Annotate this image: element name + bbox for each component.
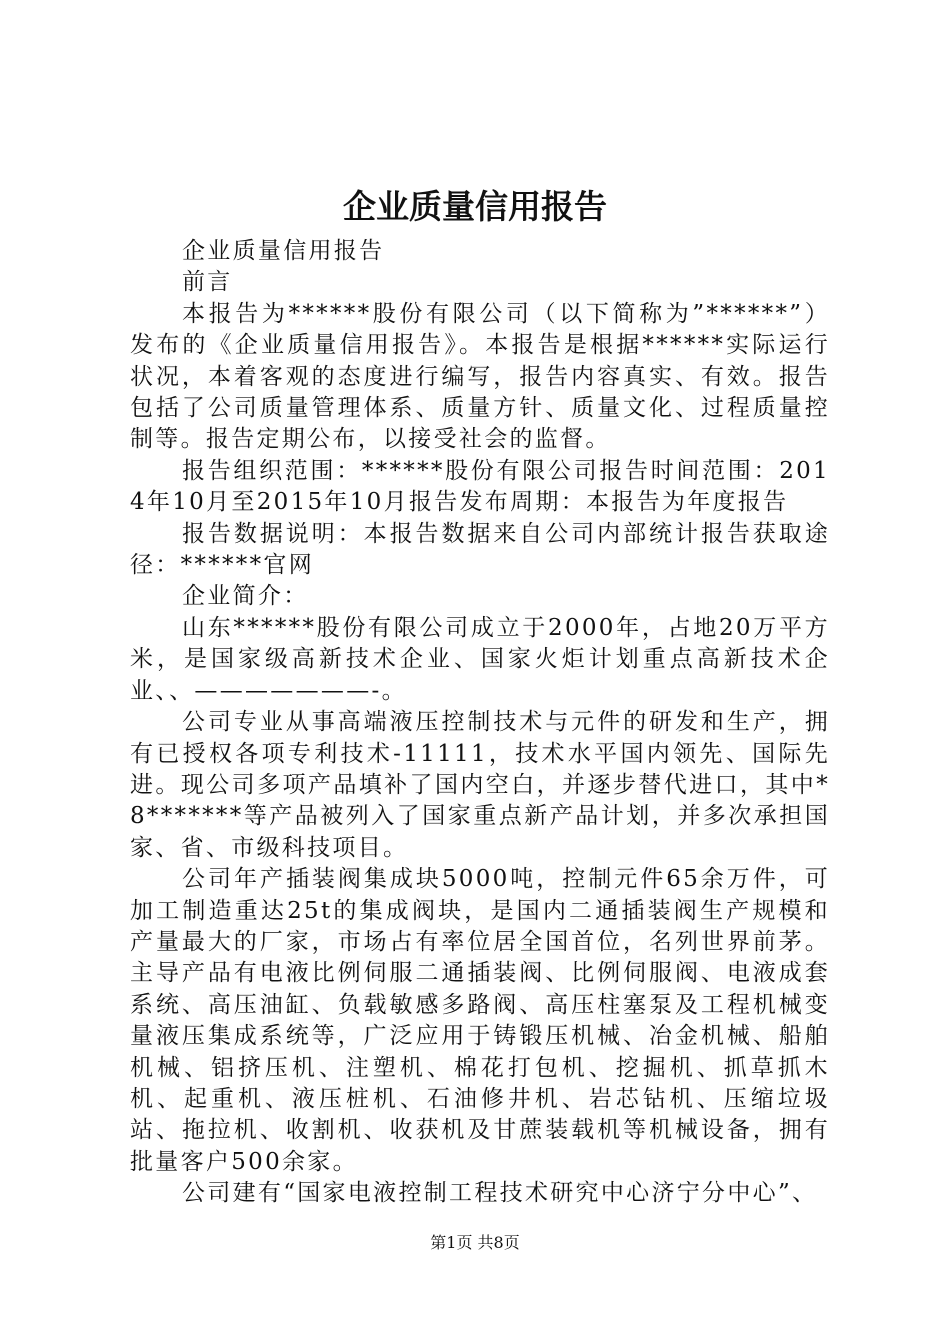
preface-heading: 前言 <box>182 269 233 296</box>
preface-paragraph: 本报告为******股份有限公司（以下简称为”******”）发布的《企业质量信用报告》。本报告是根据******实际运行状况，本着客观的态度进行编写，报告内容真实、有效。报告包括了公司质量管理体系、质量方针、质量文化、过程质量控制等。报告定期公布，以接受社会的监督。 <box>130 300 830 453</box>
company-intro-paragraph: 山东******股份有限公司成立于2000年，占地20万平方米，是国家级高新技术企业、国家火炬计划重点高新技术企业、、———————-。 <box>130 614 830 704</box>
production-paragraph: 公司年产插装阀集成块5000吨，控制元件65余万件，可加工制造重达25t的集成阀块，是国内二通插装阀生产规模和产量最大的厂家，市场占有率位居全国首位，名列世界前茅。主导产品有电液比例伺服二通插装阀、比例伺服阀、电液成套系统、高压油缸、负载敏感多路阀、高压柱塞泵及工程机械变量液压集成系统等，广泛应用于铸锻压机械、冶金机械、船舶机械、铝挤压机、注塑机、棉花打包机、挖掘机、抓草抓木机、起重机、液压桩机、石油修井机、岩芯钻机、压缩垃圾站、拖拉机、收割机、收获机及甘蔗装载机等机械设备，拥有批量客户500余家。 <box>130 866 830 1175</box>
data-description-paragraph: 报告数据说明：本报告数据来自公司内部统计报告获取途径：******官网 <box>130 520 830 579</box>
subtitle-paragraph: 企业质量信用报告 <box>182 238 385 264</box>
document-title: 企业质量信用报告 <box>343 187 607 226</box>
research-center-paragraph: 公司建有“国家电液控制工程技术研究中心济宁分中心”、 <box>182 1180 818 1207</box>
page-footer: 第1页 共8页 <box>430 1233 520 1252</box>
business-paragraph: 公司专业从事高端液压控制技术与元件的研发和生产，拥有已授权各项专利技术-11111，技术水平国内领先、国际先进。现公司多项产品填补了国内空白，并逐步替代进口，其中*8*******等产品被列入了国家重点新产品计划，并多次承担国家、省、市级科技项目。 <box>130 709 830 861</box>
company-intro-heading: 企业简介： <box>182 583 309 610</box>
document-body <box>130 236 830 1210</box>
report-scope-paragraph: 报告组织范围：******股份有限公司报告时间范围：2014年10月至2015年10月报告发布周期：本报告为年度报告 <box>130 457 830 516</box>
